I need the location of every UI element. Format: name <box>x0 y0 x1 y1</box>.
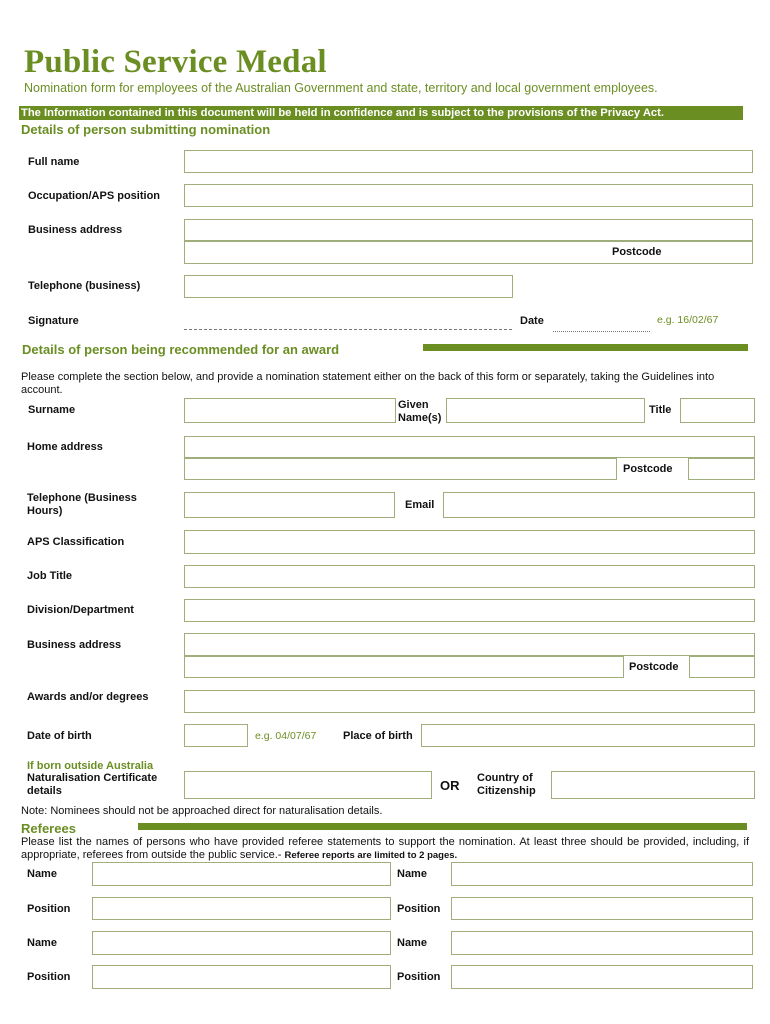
submitter-date-line[interactable] <box>553 331 650 332</box>
dob-hint: e.g. 04/07/67 <box>255 730 317 742</box>
referee2-position-field[interactable] <box>451 897 753 920</box>
title-field[interactable] <box>680 398 755 423</box>
naturalisation-field[interactable] <box>184 771 432 799</box>
referee2-name-label: Name <box>397 868 427 880</box>
referee3-position-label: Position <box>27 971 71 983</box>
referees-instructions <box>21 836 749 862</box>
nominee-telephone-field[interactable] <box>184 492 395 518</box>
submitter-business-address-line2[interactable] <box>184 241 753 264</box>
referee1-name-label: Name <box>27 868 57 880</box>
referee2-position-label: Position <box>397 903 441 915</box>
referee3-name-label: Name <box>27 937 57 949</box>
home-postcode-label: Postcode <box>623 463 673 475</box>
place-of-birth-field[interactable] <box>421 724 755 747</box>
signature-line[interactable] <box>184 329 512 330</box>
referees-section-bar <box>138 823 747 830</box>
full-name-field[interactable] <box>184 150 753 173</box>
country-field[interactable] <box>551 771 755 799</box>
home-address-line2[interactable] <box>184 458 617 480</box>
place-of-birth-label: Place of birth <box>343 730 413 742</box>
referee4-position-label: Position <box>397 971 441 983</box>
occupation-label: Occupation/APS position <box>28 190 161 202</box>
referee1-name-field[interactable] <box>92 862 391 886</box>
referees-limit-note: Referee reports are limited to 2 pages. <box>284 850 458 861</box>
email-field[interactable] <box>443 492 755 518</box>
submitter-date-hint: e.g. 16/02/67 <box>657 314 719 326</box>
job-title-field[interactable] <box>184 565 755 588</box>
nominee-section-bar <box>423 344 748 351</box>
country-label: Country of Citizenship <box>477 772 536 797</box>
submitter-business-address-label: Business address <box>28 224 123 236</box>
submitter-section-heading: Details of person submitting nomination <box>21 122 271 137</box>
home-address-label: Home address <box>27 441 103 453</box>
referee4-name-field[interactable] <box>451 931 753 955</box>
awards-label: Awards and/or degrees <box>27 691 149 703</box>
aps-classification-label: APS Classification <box>27 536 125 548</box>
form-subtitle: Nomination form for employees of the Australian Government and state, territory and local government employees. <box>24 81 658 95</box>
nominee-instructions: Please complete the section below, and provide a nomination statement either on the back of this form or separately, taking the Guidelines into account. <box>21 371 715 396</box>
given-names-field[interactable] <box>446 398 645 423</box>
submitter-business-address-line1[interactable] <box>184 219 753 241</box>
submitter-telephone-label: Telephone (business) <box>28 280 141 292</box>
surname-label: Surname <box>28 404 76 416</box>
nominee-section-heading: Details of person being recommended for an award <box>22 342 340 357</box>
submitter-date-label: Date <box>520 315 544 327</box>
job-title-label: Job Title <box>27 570 73 582</box>
submitter-postcode-label: Postcode <box>612 246 662 258</box>
home-postcode-field[interactable] <box>688 458 755 480</box>
nominee-business-address-label: Business address <box>27 639 122 651</box>
occupation-field[interactable] <box>184 184 753 207</box>
nominee-business-address-line1[interactable] <box>184 633 755 656</box>
privacy-banner: The Information contained in this document will be held in confidence and is subject to the provisions of the Privacy Act. <box>19 106 743 120</box>
referees-section-heading: Referees <box>21 821 76 836</box>
home-address-line1[interactable] <box>184 436 755 458</box>
nominee-telephone-label: Telephone (Business Hours) <box>27 492 137 517</box>
division-field[interactable] <box>184 599 755 622</box>
given-names-label: Given Name(s) <box>398 399 442 424</box>
nominee-business-postcode-field[interactable] <box>689 656 755 678</box>
signature-label: Signature <box>28 315 79 327</box>
referee3-name-field[interactable] <box>92 931 391 955</box>
born-outside-label: If born outside Australia <box>27 760 154 772</box>
referee1-position-field[interactable] <box>92 897 391 920</box>
email-label: Email <box>405 499 435 511</box>
referee2-name-field[interactable] <box>451 862 753 886</box>
form-title: Public Service Medal <box>24 44 327 80</box>
referees-instructions-text: Please list the names of persons who have provided referee statements to support the nomination. At least three should be provided, including, if appropriate, referees from outside the public service.- <box>21 836 749 861</box>
or-label: OR <box>440 778 460 793</box>
naturalisation-note: Note: Nominees should not be approached direct for naturalisation details. <box>21 805 383 817</box>
dob-label: Date of birth <box>27 730 92 742</box>
dob-field[interactable] <box>184 724 248 747</box>
title-label: Title <box>649 404 672 416</box>
referee1-position-label: Position <box>27 903 71 915</box>
naturalisation-label: Naturalisation Certificate details <box>27 772 158 797</box>
referee4-position-field[interactable] <box>451 965 753 989</box>
submitter-telephone-field[interactable] <box>184 275 513 298</box>
nominee-business-postcode-label: Postcode <box>629 661 679 673</box>
awards-field[interactable] <box>184 690 755 713</box>
surname-field[interactable] <box>184 398 396 423</box>
referee3-position-field[interactable] <box>92 965 391 989</box>
full-name-label: Full name <box>28 156 80 168</box>
aps-classification-field[interactable] <box>184 530 755 554</box>
referee4-name-label: Name <box>397 937 427 949</box>
division-label: Division/Department <box>27 604 134 616</box>
nominee-business-address-line2[interactable] <box>184 656 624 678</box>
